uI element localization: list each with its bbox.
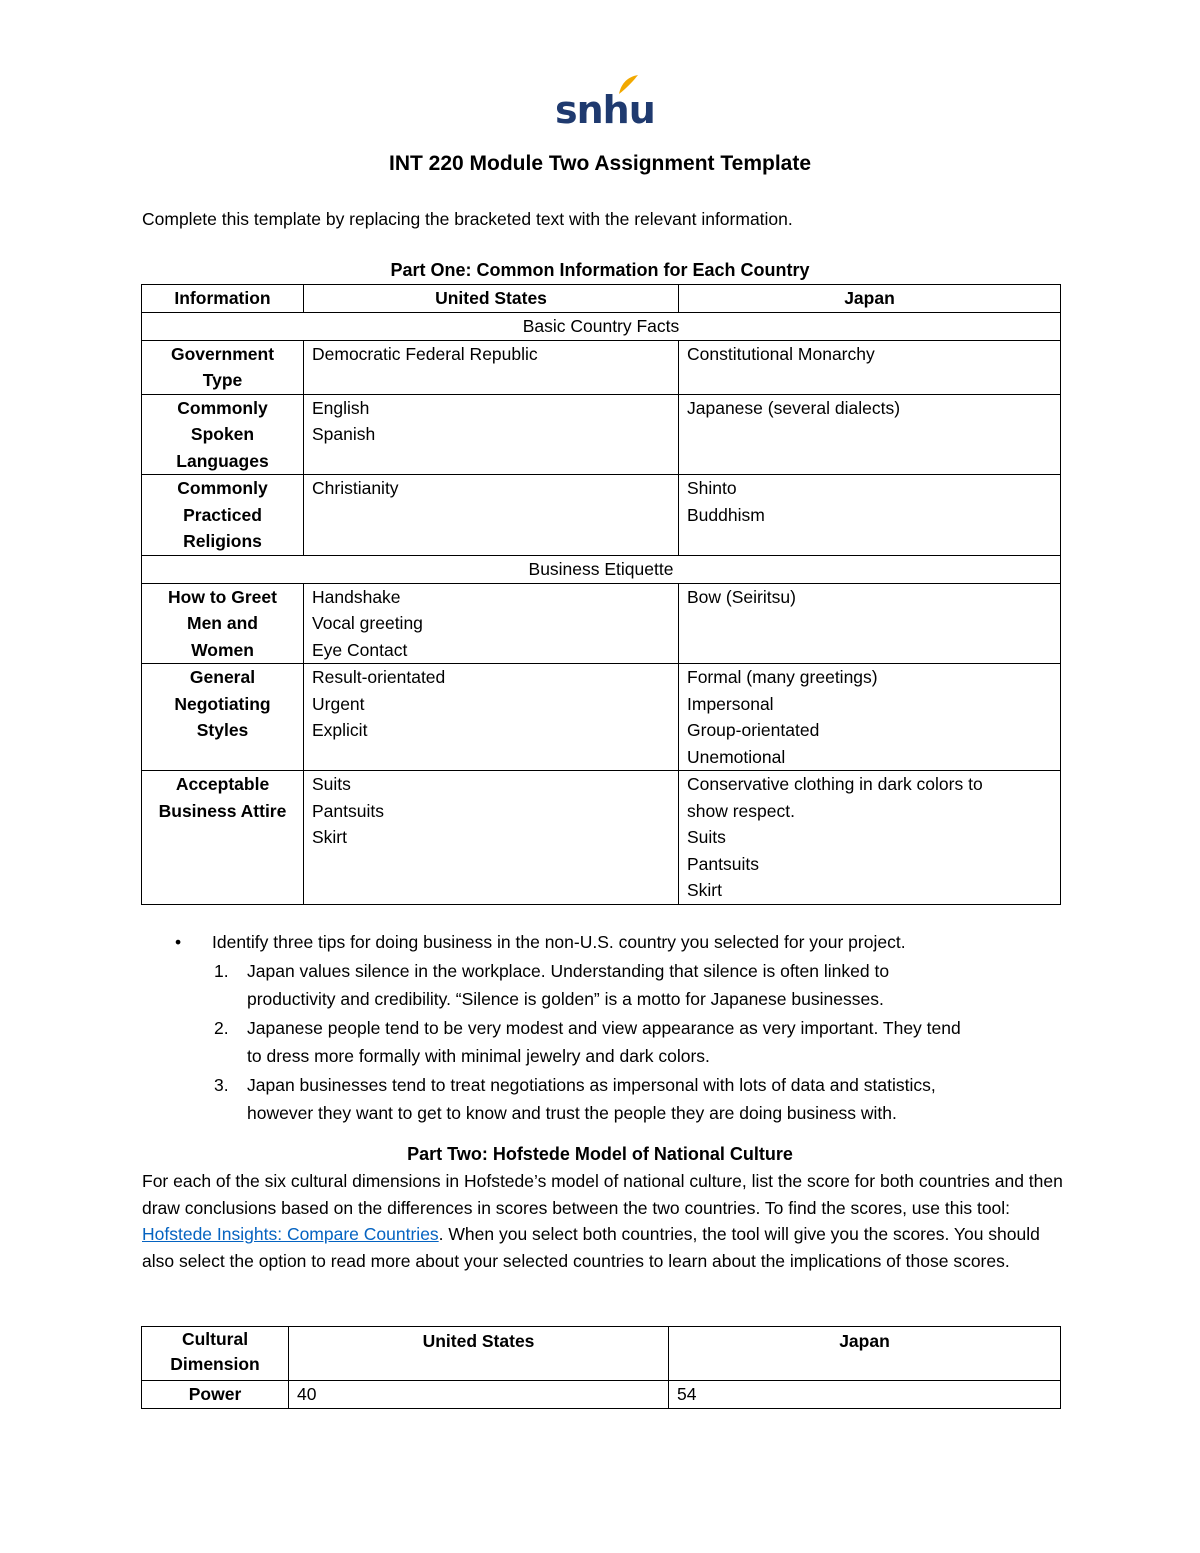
cell-us-power: 40 — [289, 1381, 669, 1409]
row-label-negotiating: General Negotiating Styles — [142, 664, 304, 771]
part-two-heading: Part Two: Hofstede Model of National Culture — [407, 1144, 793, 1164]
cell-jp-government: Constitutional Monarchy — [679, 340, 1061, 394]
header-information: Information — [142, 285, 304, 313]
cell-jp-greeting: Bow (Seiritsu) — [679, 583, 1061, 664]
table-row — [142, 340, 1061, 394]
header-cultural-dimension: Cultural Dimension — [142, 1327, 289, 1381]
snhu-logo — [555, 74, 655, 132]
header-united-states: United States — [289, 1327, 669, 1381]
cell-us-religions: Christianity — [304, 475, 679, 556]
table-row — [142, 583, 1061, 664]
list-item — [172, 928, 1062, 957]
hofstede-table — [141, 1326, 1061, 1409]
row-label-power: Power — [142, 1381, 289, 1409]
cell-us-negotiating: Result-orientated Urgent Explicit — [304, 664, 679, 771]
cell-us-government: Democratic Federal Republic — [304, 340, 679, 394]
table-row — [142, 475, 1061, 556]
list-item: 2. Japanese people tend to be very modest and view appearance as very important. They tend to dress more formally with minimal jewelry and dark colors. — [214, 1017, 961, 1066]
hofstede-link[interactable]: Hofstede Insights: Compare Countries — [142, 1224, 439, 1244]
cell-jp-negotiating: Formal (many greetings) Impersonal Group-orientated Unemotional — [679, 664, 1061, 771]
header-united-states: United States — [304, 285, 679, 313]
row-label-languages: Commonly Spoken Languages — [142, 394, 304, 475]
country-info-table — [141, 284, 1061, 905]
instructions-text: Complete this template by replacing the bracketed text with the relevant information. — [142, 209, 793, 229]
cell-jp-religions: Shinto Buddhism — [679, 475, 1061, 556]
cell-us-attire: Suits Pantsuits Skirt — [304, 771, 679, 905]
band-basic-country-facts: Basic Country Facts — [142, 312, 1061, 340]
cell-jp-languages: Japanese (several dialects) — [679, 394, 1061, 475]
bullet-icon: • — [175, 932, 182, 952]
list-item: 1. Japan values silence in the workplace. Understanding that silence is often linked to productivity and credibility. “Silence is golden” is a motto for Japanese businesses. — [214, 960, 890, 1009]
table-row — [142, 1381, 1061, 1409]
cell-us-greeting: Handshake Vocal greeting Eye Contact — [304, 583, 679, 664]
cell-us-languages: English Spanish — [304, 394, 679, 475]
part-two-description: For each of the six cultural dimensions in Hofstede’s model of national culture, list the score for both countries and then draw conclusions based on the differences in scores between the two countries. To find the scores, use this tool: Hofstede Insights: Compare Countries. When you select both countries, the tool will give you the scores. You should also select the option to read more about your selected countries to learn about the implications of those scores. — [142, 1171, 1063, 1271]
part-one-heading: Part One: Common Information for Each Country — [390, 260, 810, 280]
tips-prompt: Identify three tips for doing business in the non-U.S. country you selected for your project. — [212, 932, 906, 952]
row-label-greeting: How to Greet Men and Women — [142, 583, 304, 664]
table-row — [142, 771, 1061, 905]
row-label-attire: Acceptable Business Attire — [142, 771, 304, 905]
header-japan: Japan — [669, 1327, 1061, 1381]
list-item: 3. Japan businesses tend to treat negotiations as impersonal with lots of data and statistics, however they want to get to know and trust the people they are doing business with. — [214, 1074, 936, 1123]
band-business-etiquette: Business Etiquette — [142, 555, 1061, 583]
cell-jp-attire: Conservative clothing in dark colors to show respect. Suits Pantsuits Skirt — [679, 771, 1061, 905]
page-title: INT 220 Module Two Assignment Template — [389, 152, 811, 175]
table-row — [142, 394, 1061, 475]
header-japan: Japan — [679, 285, 1061, 313]
table-row — [142, 664, 1061, 771]
cell-jp-power: 54 — [669, 1381, 1061, 1409]
logo-text: snhu — [555, 88, 655, 132]
row-label-government-type: Government Type — [142, 340, 304, 394]
row-label-religions: Commonly Practiced Religions — [142, 475, 304, 556]
tips-list — [172, 928, 1062, 1128]
